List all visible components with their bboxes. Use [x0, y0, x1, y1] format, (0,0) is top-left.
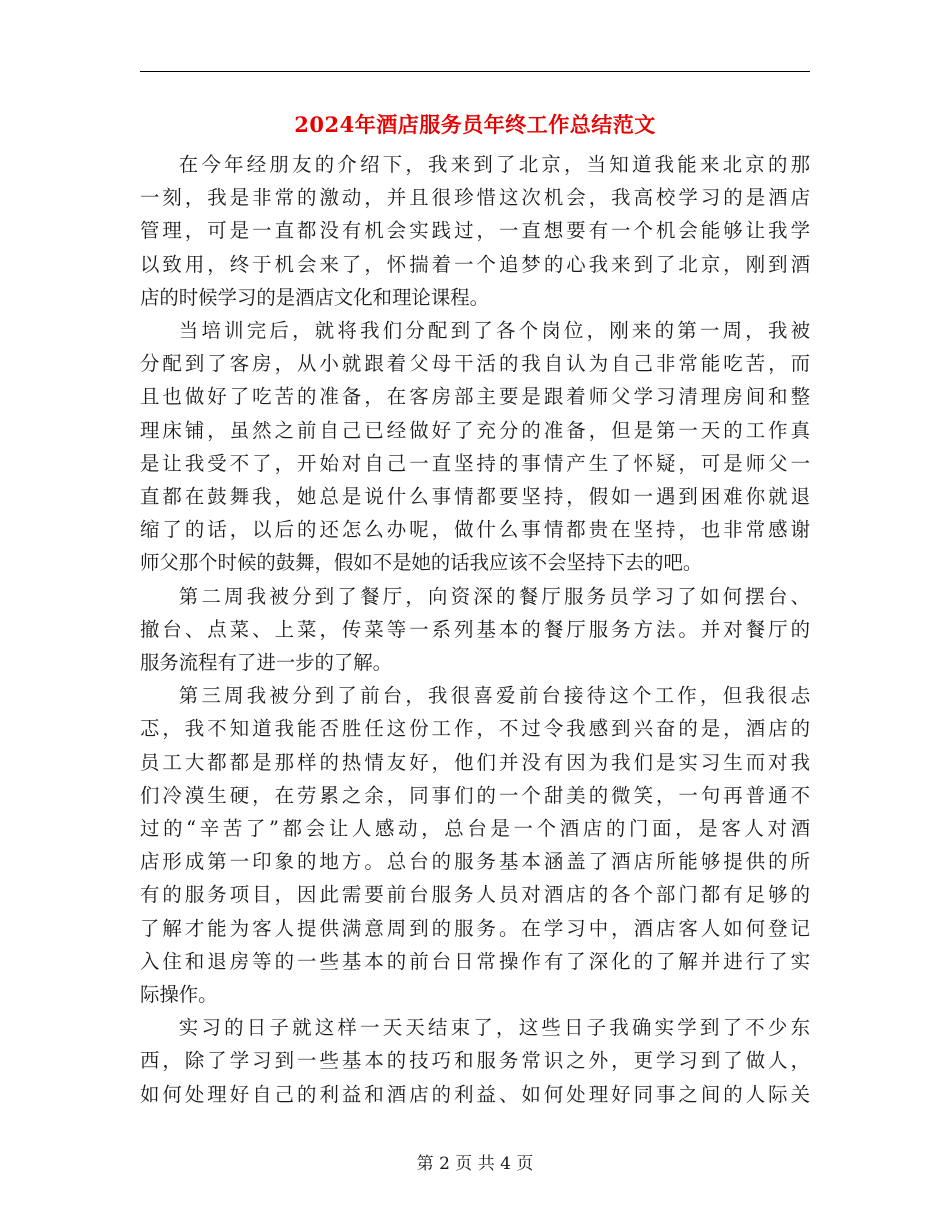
text-line: 是让我受不了，开始对自己一直坚持的事情产生了怀疑，可是师父一 — [140, 451, 810, 475]
text-line: 缩了的话，以后的还怎么办呢，做什么事情都贵在坚持，也非常感谢 — [140, 518, 810, 542]
paragraph-5 — [140, 1011, 810, 1111]
text-line: 当培训完后，就将我们分配到了各个岗位，刚来的第一周，我被 — [178, 319, 810, 343]
text-line: 过的“辛苦了”都会让人感动，总台是一个酒店的门面，是客人对酒 — [140, 817, 810, 841]
text-line: 员工大都都是那样的热情友好，他们并没有因为我们是实习生而对我 — [140, 750, 810, 774]
text-line: 店形成第一印象的地方。总台的服务基本涵盖了酒店所能够提供的所 — [140, 850, 810, 874]
text-line: 有的服务项目，因此需要前台服务人员对酒店的各个部门都有足够的 — [140, 883, 810, 907]
text-line: 店的时候学习的是酒店文化和理论课程。 — [140, 285, 490, 309]
header-rule — [140, 71, 810, 72]
paragraph-2 — [140, 314, 810, 580]
paragraph-1 — [140, 148, 810, 314]
page-number-footer: 第 2 页 共 4 页 — [416, 1154, 534, 1174]
text-line: 们冷漠生硬，在劳累之余，同事们的一个甜美的微笑，一句再普通不 — [140, 783, 810, 807]
text-line: 理床铺，虽然之前自己已经做好了充分的准备，但是第一天的工作真 — [140, 418, 810, 442]
text-line: 实习的日子就这样一天天结束了，这些日子我确实学到了不少东 — [178, 1016, 810, 1040]
text-line: 师父那个时候的鼓舞，假如不是她的话我应该不会坚持下去的吧。 — [140, 551, 703, 575]
text-line: 服务流程有了进一步的了解。 — [140, 651, 393, 675]
text-line: 际操作。 — [140, 983, 218, 1007]
text-line: 在今年经朋友的介绍下，我来到了北京，当知道我能来北京的那 — [178, 153, 810, 176]
text-line: 且也做好了吃苦的准备，在客房部主要是跟着师父学习清理房间和整 — [140, 385, 810, 409]
text-line: 第二周我被分到了餐厅，向资深的餐厅服务员学习了如何摆台、 — [178, 584, 810, 608]
text-line: 了解才能为客人提供满意周到的服务。在学习中，酒店客人如何登记 — [140, 916, 810, 940]
text-line: 忑，我不知道我能否胜任这份工作，不过令我感到兴奋的是，酒店的 — [140, 717, 810, 741]
text-line: 以致用，终于机会来了，怀揣着一个追梦的心我来到了北京，刚到酒 — [140, 252, 810, 276]
text-line: 入住和退房等的一些基本的前台日常操作有了深化的了解并进行了实 — [140, 949, 810, 973]
text-line: 一刻，我是非常的激动，并且很珍惜这次机会，我高校学习的是酒店 — [140, 186, 810, 210]
paragraph-4 — [140, 679, 810, 1011]
text-line: 分配到了客房，从小就跟着父母干活的我自认为自己非常能吃苦，而 — [140, 352, 810, 376]
text-line: 管理，可是一直都没有机会实践过，一直想要有一个机会能够让我学 — [140, 219, 810, 243]
text-line: 直都在鼓舞我，她总是说什么事情都要坚持，假如一遇到困难你就退 — [140, 485, 810, 509]
text-line: 第三周我被分到了前台，我很喜爱前台接待这个工作，但我很忐 — [178, 684, 810, 708]
document-body — [140, 148, 810, 1111]
document-title: 2024年酒店服务员年终工作总结范文 — [294, 112, 656, 137]
paragraph-3 — [140, 580, 810, 680]
text-line: 撤台、点菜、上菜，传菜等一系列基本的餐厅服务方法。并对餐厅的 — [140, 617, 810, 641]
text-line: 西，除了学习到一些基本的技巧和服务常识之外，更学习到了做人， — [140, 1049, 810, 1073]
text-line: 如何处理好自己的利益和酒店的利益、如何处理好同事之间的人际关 — [140, 1082, 810, 1106]
